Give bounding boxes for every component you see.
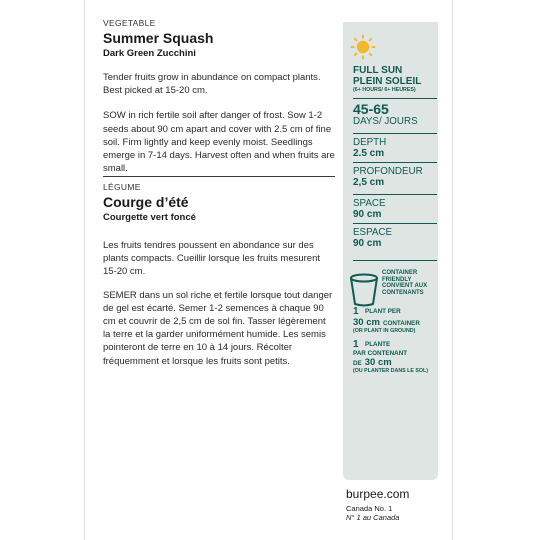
space-value-fr: 90 cm (353, 238, 382, 249)
product-name: Summer Squash (103, 30, 214, 46)
panel-divider (353, 194, 437, 195)
container-label-fr: CONVIENT AUX CONTENANTS (382, 283, 428, 296)
section-divider (103, 176, 335, 177)
plant-count-fr: 1 (353, 339, 359, 350)
sun-requirement (353, 66, 439, 93)
grade-label-fr: N° 1 au Canada (346, 513, 400, 522)
plant-per-text: PLANT PER (365, 308, 401, 315)
container-size: 30 cm (353, 317, 380, 328)
container-friendly (382, 270, 440, 296)
variety-name-fr: Courgette vert foncé (103, 212, 196, 223)
sun-label-fr: PLEIN SOLEIL (353, 75, 422, 87)
variety-name: Dark Green Zucchini (103, 48, 196, 59)
sun-icon (350, 34, 376, 60)
panel-divider (353, 223, 437, 224)
per-container-fr: PAR CONTENANT (353, 350, 408, 357)
plant-spacing-fr (353, 227, 439, 249)
sowing-directions: SOW in rich fertile soil after danger of frost. Sow 1-2 seeds about 90 cm apart and cover with 2.5 cm of fine soil. Firm lightly and keep evenly moist. Seedlings emerge in 7-14 days. Harvest often and when fruits are small. (103, 110, 335, 175)
space-value: 90 cm (353, 209, 382, 220)
description-text-fr: Les fruits tendres poussent en abondance sur des plants compacts. Cueillir lorsque les fruits mesurent 15-20 cm. (103, 240, 321, 278)
plant-count: 1 (353, 306, 359, 317)
depth-value: 2.5 cm (353, 148, 385, 159)
footer (346, 487, 409, 522)
container-size-fr-value: 30 cm (364, 357, 392, 368)
container-size-en (353, 306, 439, 334)
planting-depth-fr (353, 166, 439, 188)
panel-divider (353, 98, 437, 99)
space-label: SPACE (353, 198, 386, 209)
days-to-maturity (353, 102, 439, 127)
container-unit: CONTAINER (382, 320, 420, 327)
category-label-fr: LÉGUME (103, 182, 141, 192)
brand-url: burpee.com (346, 487, 410, 501)
plant-in-ground-note: (OR PLANT IN GROUND) (353, 328, 416, 334)
sowing-directions-fr: SEMER dans un sol riche et fertile lorsque tout danger de gel est écarté. Semer 1-2 semences à chaque 90 cm et couvrir de 2,5 cm de sol fin. Tasser légèrement la terre et la garder uniformément humide. Les semis pointeront de terre en 10 à 14 jours. Récolter fréquemment et lorsque les fruits sont petits. (103, 289, 333, 367)
panel-divider (353, 162, 437, 163)
plant-spacing (353, 198, 439, 220)
panel-divider (353, 260, 437, 261)
depth-label-fr: PROFONDEUR (353, 166, 423, 177)
category-label: VEGETABLE (103, 18, 156, 28)
sun-hours: (6+ HOURS/ 6+ HEURES) (353, 87, 416, 93)
panel-divider (353, 133, 437, 134)
sun-label-en: FULL SUN (353, 65, 403, 76)
english-section (103, 18, 335, 175)
product-name-fr: Courge d’été (103, 194, 189, 210)
french-section (103, 182, 335, 368)
planting-depth (353, 137, 439, 159)
container-size-fr (353, 339, 439, 374)
plant-in-ground-note-fr: (OU PLANTER DANS LE SOL) (353, 368, 429, 374)
de-text-fr: DE (353, 360, 362, 367)
container-label-en: CONTAINER FRIENDLY (382, 270, 418, 283)
description-text: Tender fruits grow in abundance on compact plants. Best picked at 15-20 cm. (103, 72, 321, 97)
space-label-fr: ESPACE (353, 227, 393, 238)
days-value: 45-65 (353, 101, 389, 117)
depth-label: DEPTH (353, 137, 387, 148)
container-pot-icon (348, 273, 380, 307)
days-label: DAYS/ JOURS (353, 116, 418, 127)
plant-text-fr: PLANTE (365, 341, 391, 348)
grade-label: Canada No. 1 (346, 504, 393, 513)
depth-value-fr: 2,5 cm (353, 177, 385, 188)
